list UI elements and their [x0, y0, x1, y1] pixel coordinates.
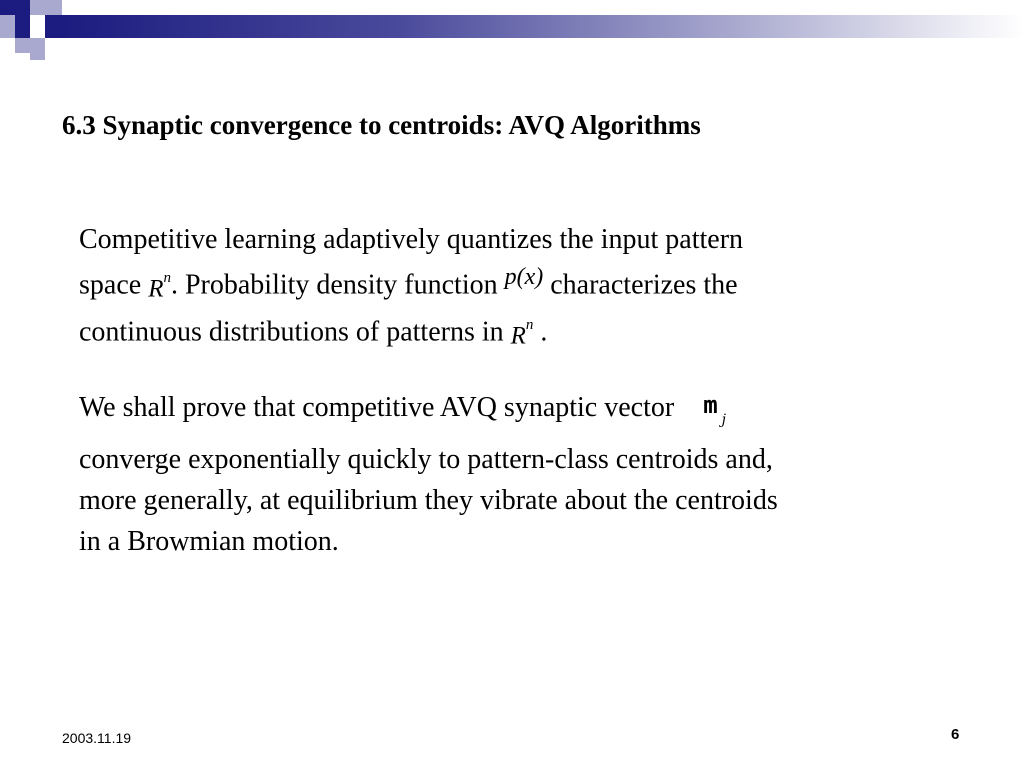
- text-span: .: [533, 316, 548, 348]
- decor-square: [15, 15, 30, 38]
- paragraph-line: [79, 307, 949, 353]
- decor-square: [30, 45, 45, 60]
- decor-square: [0, 0, 30, 15]
- decor-square: [45, 15, 62, 38]
- slide-title: 6.3 Synaptic convergence to centroids: AVQ Algorithms: [62, 110, 701, 140]
- math-r: R: [510, 322, 526, 350]
- text-span: space: [79, 269, 149, 301]
- header-decoration: [0, 0, 1024, 70]
- paragraph-line: in a Browmian motion.: [79, 525, 339, 557]
- math-m-j: [703, 385, 726, 436]
- paragraph-line: more generally, at equilibrium they vibrate about the centroids: [79, 484, 778, 516]
- decor-square: [0, 15, 15, 38]
- math-p-of-x: p(x): [504, 264, 544, 291]
- text-span: continuous distributions of patterns in: [79, 316, 511, 348]
- decor-square: [30, 0, 62, 15]
- math-r-n: [511, 310, 534, 356]
- paragraph-competitive-learning: [79, 219, 949, 354]
- paragraph-line: Competitive learning adaptively quantizes the input pattern: [79, 224, 744, 255]
- math-r: R: [148, 275, 164, 303]
- paragraph-line: [79, 387, 949, 439]
- header-gradient-bar: [62, 15, 1024, 38]
- paragraph-line: converge exponentially quickly to pattern-class centroids and,: [79, 443, 773, 475]
- math-n: n: [525, 317, 534, 334]
- text-span: . Probability density function: [170, 269, 505, 301]
- math-j: j: [721, 411, 726, 428]
- math-r-n: [148, 263, 171, 309]
- paragraph-line: [79, 260, 949, 307]
- math-n: n: [163, 270, 171, 286]
- paragraph-avq-convergence: [79, 387, 949, 562]
- text-span: We shall prove that competitive AVQ synaptic vector: [79, 392, 682, 423]
- footer-date: 2003.11.19: [62, 730, 132, 746]
- math-m: m: [703, 391, 718, 419]
- page-number: 6: [951, 726, 960, 743]
- text-span: characterizes the: [543, 269, 738, 301]
